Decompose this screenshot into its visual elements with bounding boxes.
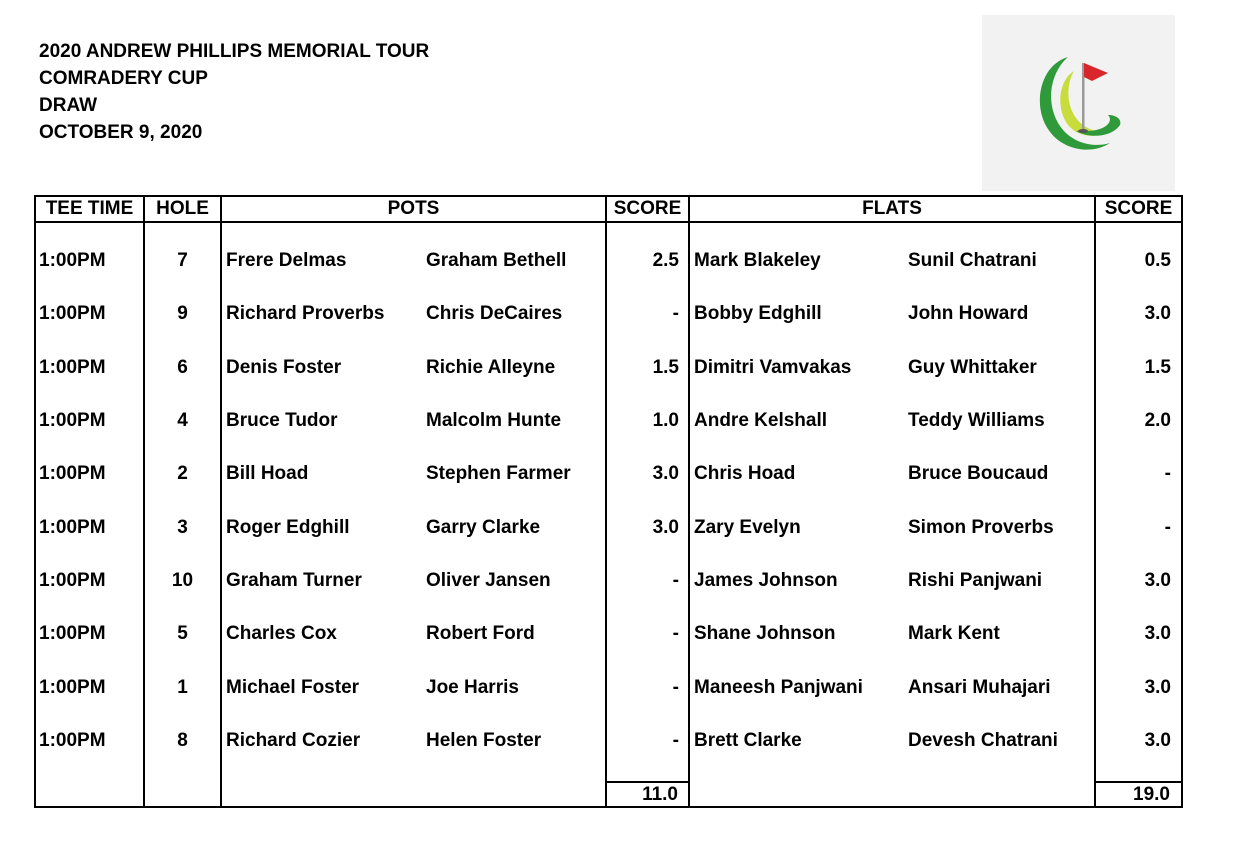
hole-cell: 1 (177, 677, 188, 698)
flats-player-2: Ansari Muhajari (908, 677, 1051, 698)
tee-time-cell: 1:00PM (39, 410, 106, 431)
pots-score-cell: - (672, 677, 679, 698)
header-pots-score: SCORE (613, 198, 682, 219)
pots-player-1: Roger Edghill (226, 517, 350, 538)
flats-player-2: Devesh Chatrani (908, 730, 1058, 751)
event-date: OCTOBER 9, 2020 (39, 122, 203, 143)
flats-player-2: Sunil Chatrani (908, 250, 1037, 271)
pots-player-1: Michael Foster (226, 677, 360, 698)
flats-player-1: Bobby Edghill (694, 303, 822, 324)
flats-player-2: John Howard (908, 303, 1029, 324)
col-divider-flats-score (1094, 195, 1096, 808)
pots-player-1: Frere Delmas (226, 250, 347, 271)
pots-score-cell: - (672, 623, 679, 644)
flats-score-cell: 3.0 (1144, 730, 1171, 751)
tee-time-cell: 1:00PM (39, 463, 106, 484)
hole-cell: 10 (171, 570, 194, 591)
pots-player-1: Denis Foster (226, 357, 342, 378)
flats-score-cell: - (1164, 463, 1171, 484)
flats-total-line (1094, 781, 1183, 783)
tee-time-cell: 1:00PM (39, 730, 106, 751)
pots-player-2: Joe Harris (426, 677, 519, 698)
pots-score-cell: - (672, 303, 679, 324)
tee-time-cell: 1:00PM (39, 303, 106, 324)
hole-cell: 8 (177, 730, 188, 751)
pots-player-2: Stephen Farmer (426, 463, 571, 484)
tee-time-cell: 1:00PM (39, 517, 106, 538)
event-subtitle: COMRADERY CUP (39, 68, 208, 89)
pots-score-cell: 3.0 (652, 517, 679, 538)
table-top-border (34, 195, 1183, 197)
col-divider-tee-hole (143, 195, 145, 808)
hole-cell: 2 (177, 463, 188, 484)
col-divider-hole-pots (220, 195, 222, 808)
flats-score-cell: 3.0 (1144, 570, 1171, 591)
hole-cell: 7 (177, 250, 188, 271)
pots-score-cell: - (672, 570, 679, 591)
golf-flag-logo-icon (982, 15, 1175, 191)
flats-player-1: Shane Johnson (694, 623, 836, 644)
flats-player-1: Maneesh Panjwani (694, 677, 863, 698)
col-divider-pots-score (605, 195, 607, 808)
flats-score-cell: 3.0 (1144, 303, 1171, 324)
flats-player-1: Andre Kelshall (694, 410, 828, 431)
document-header (39, 38, 429, 146)
hole-cell: 4 (177, 410, 188, 431)
flats-player-2: Simon Proverbs (908, 517, 1054, 538)
header-pots: POTS (387, 198, 440, 219)
flats-player-2: Teddy Williams (908, 410, 1045, 431)
tee-time-cell: 1:00PM (39, 570, 106, 591)
flats-score-cell: - (1164, 517, 1171, 538)
pots-player-1: Charles Cox (226, 623, 337, 644)
event-title: 2020 ANDREW PHILLIPS MEMORIAL TOUR (39, 41, 430, 62)
tee-time-cell: 1:00PM (39, 357, 106, 378)
pots-player-2: Helen Foster (426, 730, 542, 751)
logo (982, 15, 1175, 191)
pots-total: 11.0 (642, 784, 678, 805)
pots-player-2: Graham Bethell (426, 250, 567, 271)
table-header-divider (34, 221, 1183, 223)
tee-time-cell: 1:00PM (39, 677, 106, 698)
pots-player-2: Garry Clarke (426, 517, 541, 538)
pots-player-1: Bill Hoad (226, 463, 309, 484)
pots-player-1: Graham Turner (226, 570, 362, 591)
pots-score-cell: 1.0 (652, 410, 679, 431)
flats-player-1: Chris Hoad (694, 463, 796, 484)
flats-player-1: Zary Evelyn (694, 517, 801, 538)
pots-total-line (605, 781, 690, 783)
pots-player-2: Oliver Jansen (426, 570, 551, 591)
hole-cell: 6 (177, 357, 188, 378)
pots-player-2: Robert Ford (426, 623, 535, 644)
pots-player-2: Richie Alleyne (426, 357, 556, 378)
col-divider-score-flats (688, 195, 690, 808)
flats-player-2: Guy Whittaker (908, 357, 1037, 378)
pots-player-1: Richard Proverbs (226, 303, 385, 324)
flats-score-cell: 3.0 (1144, 677, 1171, 698)
table-left-border (34, 195, 36, 808)
flats-player-2: Bruce Boucaud (908, 463, 1049, 484)
flats-score-cell: 1.5 (1144, 357, 1171, 378)
pots-player-1: Richard Cozier (226, 730, 361, 751)
flats-player-1: James Johnson (694, 570, 838, 591)
header-flats-score: SCORE (1104, 198, 1173, 219)
flats-total: 19.0 (1133, 784, 1170, 805)
pots-score-cell: 1.5 (652, 357, 679, 378)
flats-player-1: Dimitri Vamvakas (694, 357, 852, 378)
hole-cell: 3 (177, 517, 188, 538)
pots-score-cell: 3.0 (652, 463, 679, 484)
pots-player-2: Malcolm Hunte (426, 410, 562, 431)
header-tee-time: TEE TIME (45, 198, 134, 219)
pots-score-cell: 2.5 (652, 250, 679, 271)
flats-score-cell: 0.5 (1144, 250, 1171, 271)
pots-score-cell: - (672, 730, 679, 751)
pots-player-1: Bruce Tudor (226, 410, 338, 431)
table-right-border (1181, 195, 1183, 808)
hole-cell: 5 (177, 623, 188, 644)
header-flats: FLATS (862, 198, 922, 219)
flats-player-2: Mark Kent (908, 623, 1000, 644)
tee-time-cell: 1:00PM (39, 250, 106, 271)
pots-player-2: Chris DeCaires (426, 303, 563, 324)
flats-player-1: Brett Clarke (694, 730, 802, 751)
flats-score-cell: 2.0 (1144, 410, 1171, 431)
hole-cell: 9 (177, 303, 188, 324)
flats-score-cell: 3.0 (1144, 623, 1171, 644)
header-hole: HOLE (156, 198, 209, 219)
document-type: DRAW (39, 95, 98, 116)
flats-player-2: Rishi Panjwani (908, 570, 1043, 591)
flats-player-1: Mark Blakeley (694, 250, 821, 271)
tee-time-cell: 1:00PM (39, 623, 106, 644)
table-bottom-border (34, 806, 1183, 808)
